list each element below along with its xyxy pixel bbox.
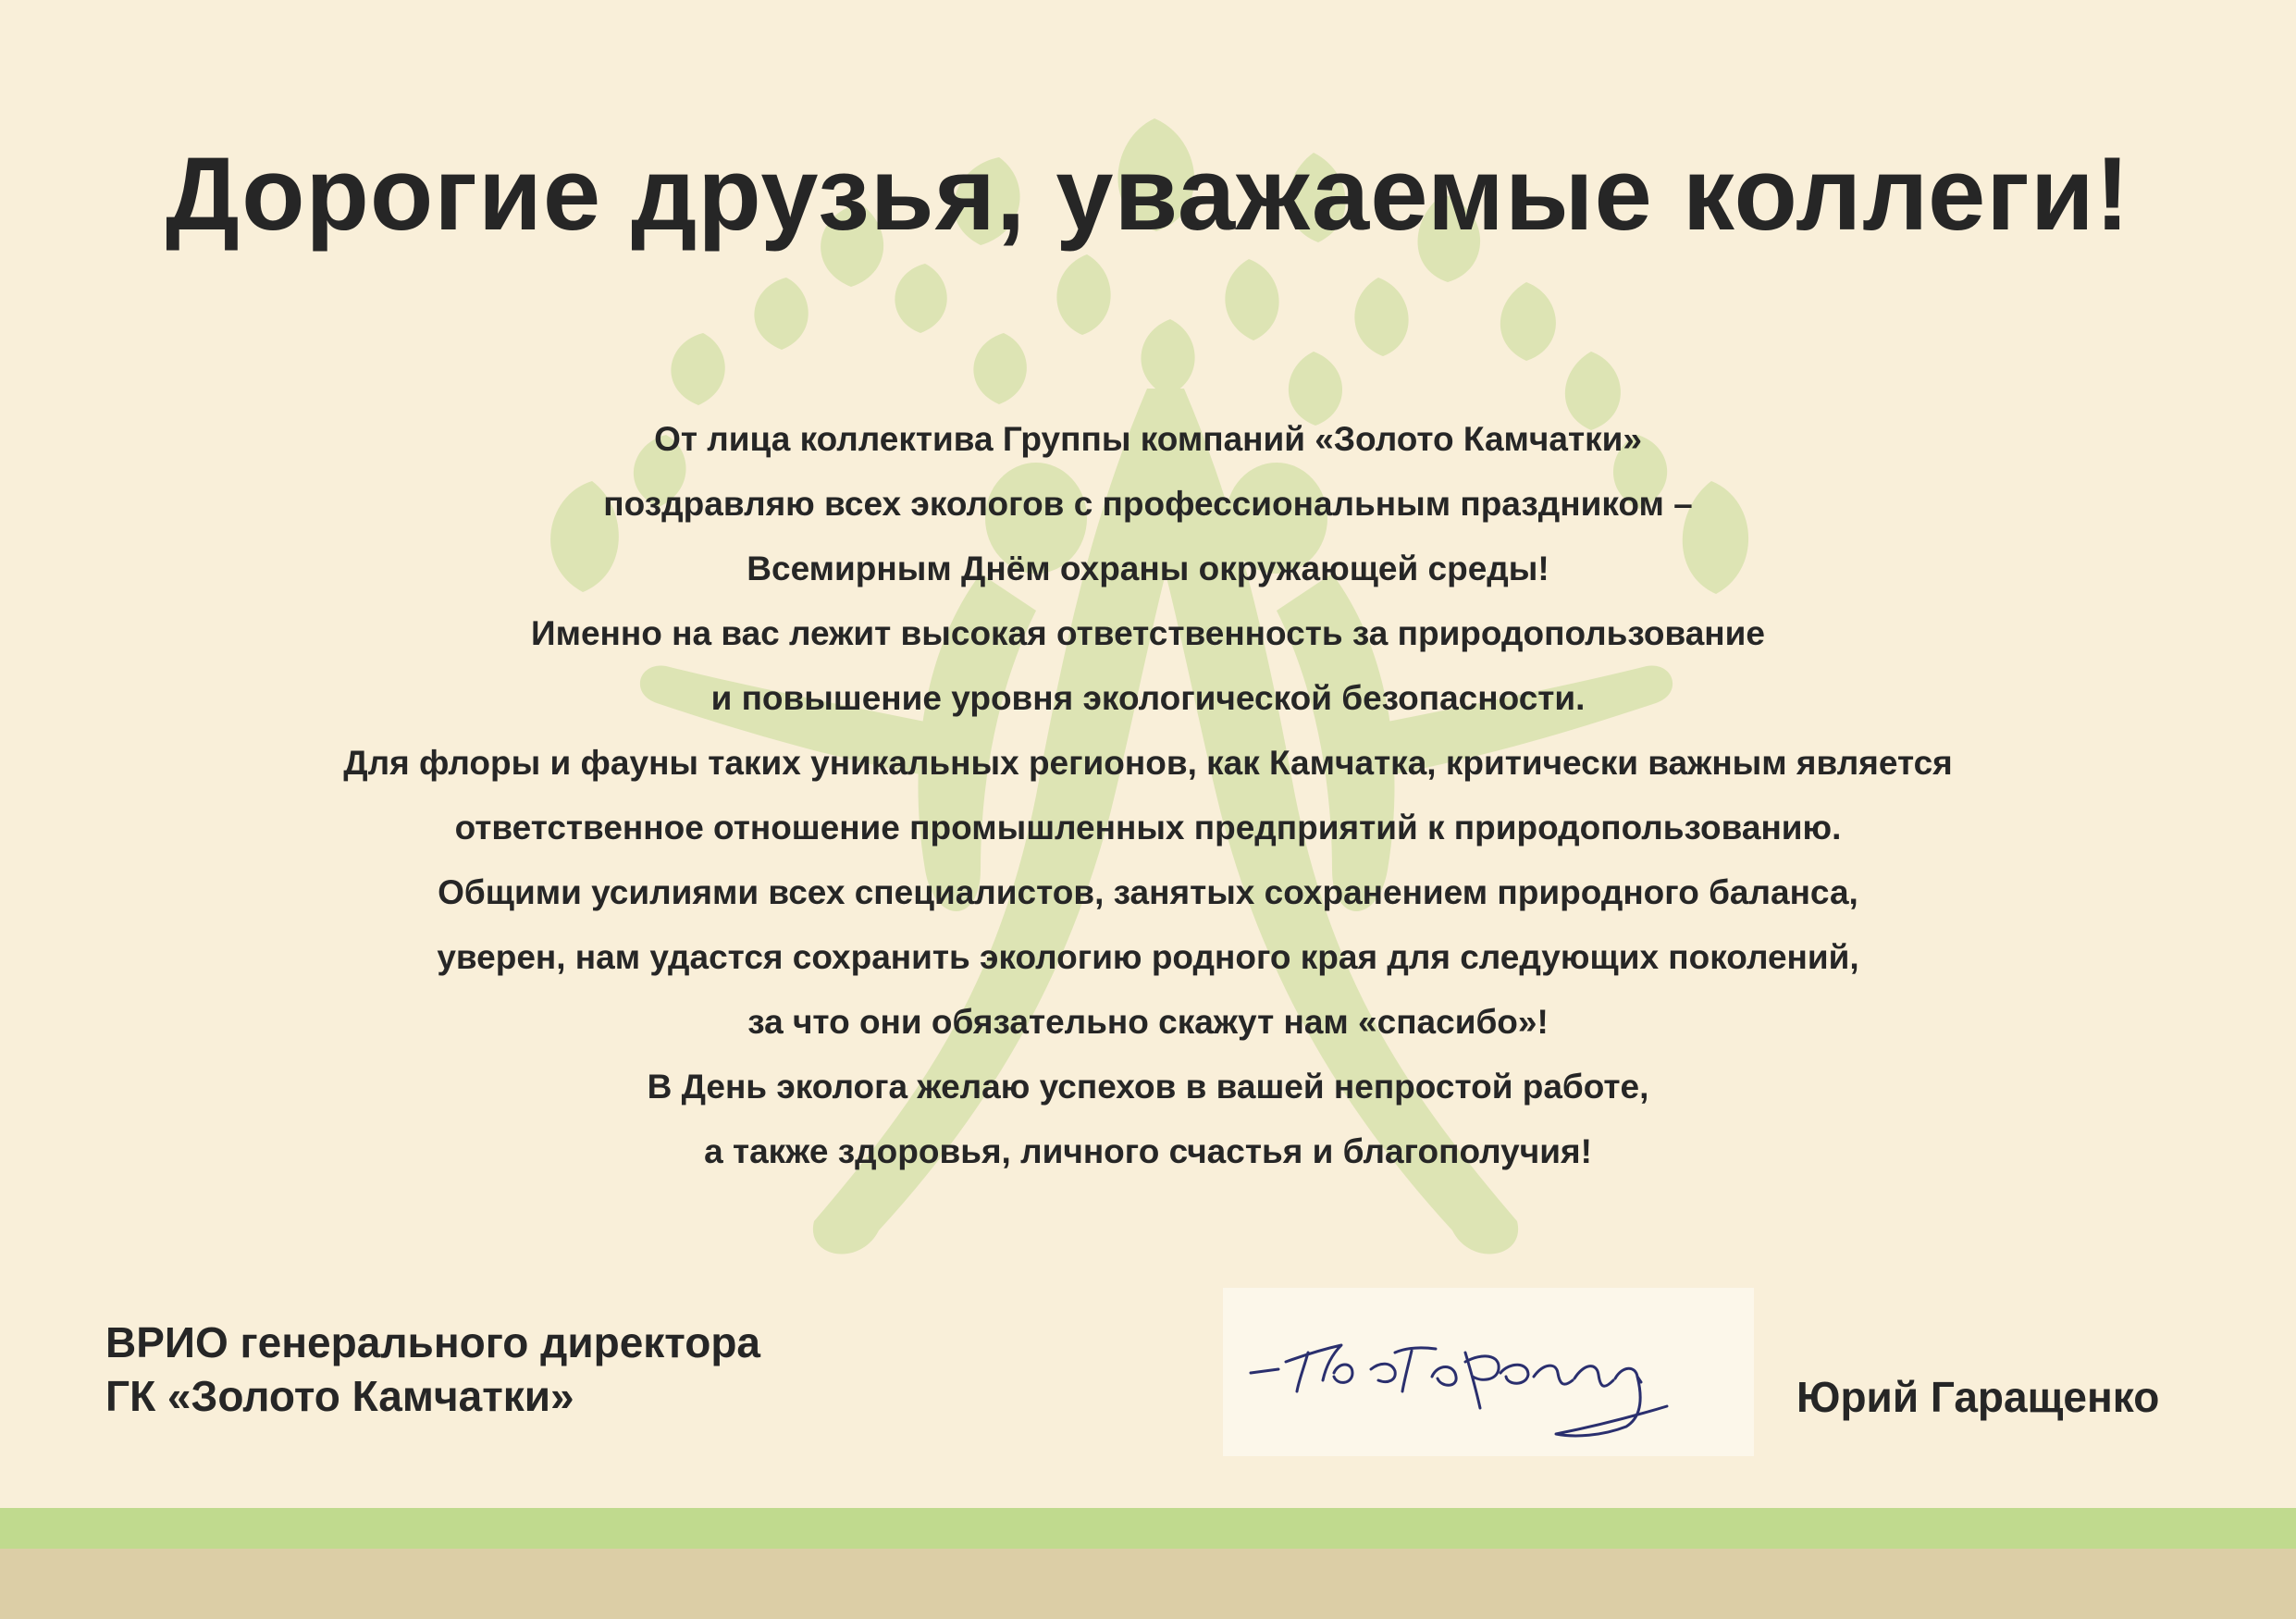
body-line: и повышение уровня экологической безопасности.: [710, 679, 1586, 717]
leaf-shape: [895, 264, 946, 333]
position-line: ВРИО генерального директора: [105, 1318, 761, 1366]
signer-position: [105, 1316, 760, 1423]
body-line: От лица коллектива Группы компаний «Золото Камчатки»: [654, 420, 1642, 458]
handwritten-signature-icon: [1223, 1288, 1754, 1456]
congratulation-text: [148, 407, 2148, 1184]
body-line: Именно на вас лежит высокая ответственность за природопользование: [531, 614, 1765, 652]
signature-area: [1223, 1288, 1754, 1456]
body-line: за что они обязательно скажут нам «спасибо»!: [747, 1003, 1549, 1041]
body-line: уверен, нам удастся сохранить экологию родного края для следующих поколений,: [437, 938, 1859, 976]
leaf-shape: [973, 333, 1027, 404]
leaf-shape: [1500, 282, 1556, 361]
body-line: поздравляю всех экологов с профессиональным праздником –: [603, 485, 1693, 523]
leaf-shape: [671, 333, 724, 405]
leaf-shape: [754, 278, 808, 350]
leaf-shape: [1354, 278, 1408, 356]
leaf-shape: [1225, 259, 1278, 340]
leaf-shape: [1141, 319, 1194, 396]
body-line: а также здоровья, личного счастья и благополучия!: [704, 1132, 1592, 1170]
footer-band-green: [0, 1508, 2296, 1549]
page-title: Дорогие друзья, уважаемые коллеги!: [165, 136, 2131, 252]
body-line: Общими усилиями всех специалистов, занятых сохранением природного баланса,: [438, 873, 1858, 911]
signer-name: Юрий Гаращенко: [1796, 1373, 2160, 1421]
position-line: ГК «Золото Камчатки»: [105, 1372, 574, 1420]
footer-band-tan: [0, 1549, 2296, 1619]
body-line: Всемирным Днём охраны окружающей среды!: [747, 550, 1549, 587]
leaf-shape: [1056, 254, 1110, 335]
body-line: В День эколога желаю успехов в вашей непростой работе,: [647, 1068, 1649, 1106]
body-line: ответственное отношение промышленных предприятий к природопользованию.: [454, 809, 1842, 847]
body-line: Для флоры и фауны таких уникальных регионов, как Камчатка, критически важным является: [343, 744, 1953, 782]
